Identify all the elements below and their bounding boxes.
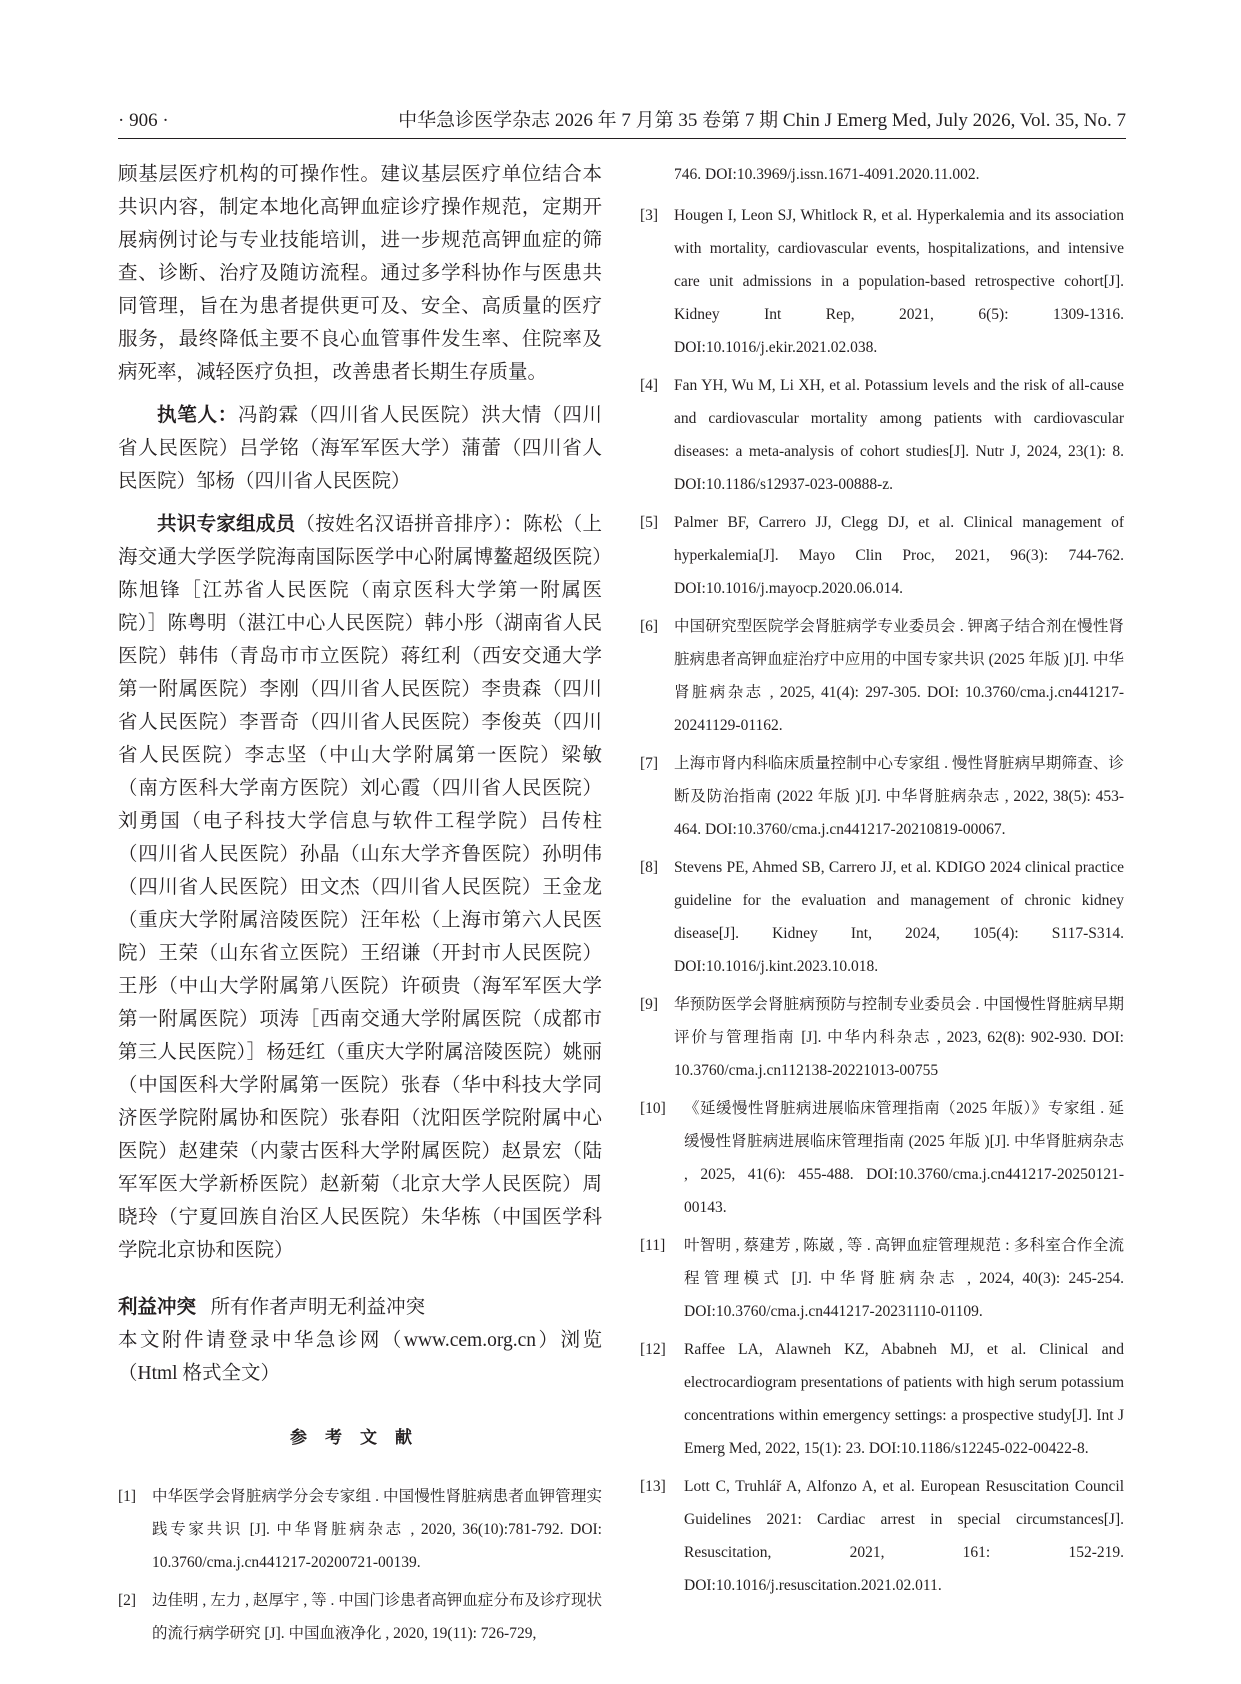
reference-text: 华预防医学会肾脏病预防与控制专业委员会 . 中国慢性肾脏病早期评价与管理指南 [J]. 中华内科杂志 , 2023, 62(8): 902-930. DOI: 10.3760/cma.j.cn112138-20221013-00755 [674,996,1124,1079]
reference-item [640,1092,1124,1224]
journal-running-title: 中华急诊医学杂志 2026 年 7 月第 35 卷第 7 期 Chin J Emerg Med, July 2026, Vol. 35, No. 7 [398,110,1126,131]
reference-number: [4] [640,377,659,394]
reference-text: Lott C, Truhlář A, Alfonzo A, et al. European Resuscitation Council Guidelines 2021: Cardiac arrest in special circumstances[J]. Resuscitation, 2021, 161: 152-219. DOI:10.1016/j.resuscitation.2021.02.011. [684,1478,1124,1594]
reference-text: 《延缓慢性肾脏病进展临床管理指南（2025 年版）》专家组 . 延缓慢性肾脏病进展临床管理指南 (2025 年版 )[J]. 中华肾脏病杂志 , 2025, 41(6): 455-488. DOI:10.3760/cma.j.cn441217-20250121-00143. [684,1100,1124,1216]
reference-number: [1] [118,1488,137,1505]
reference-text: 中华医学会肾脏病学分会专家组 . 中国慢性肾脏病患者血钾管理实践专家共识 [J]. 中华肾脏病杂志 , 2020, 36(10):781-792. DOI: 10.3760/cma.j.cn441217-20200721-00139. [152,1488,602,1571]
reference-text: Raffee LA, Alawneh KZ, Ababneh MJ, et al. Clinical and electrocardiogram presentations of patients with high serum potassium concentrations within emergency settings: a prospective study[J]. Int J Emerg Med, 2022, 15(1): 23. DOI:10.1186/s12245-022-00422-8. [684,1341,1124,1457]
coi-text: 所有作者声明无利益冲突 [210,1297,426,1318]
writers-label: 执笔人： [157,405,239,426]
reference-number: [7] [640,755,659,772]
reference-item [640,1229,1124,1328]
reference-number: [12] [640,1341,666,1358]
writers-list: 冯韵霖（四川省人民医院）洪大情（四川省人民医院）吕学铭（海军军医大学）蒲蕾（四川省人民医院）邹杨（四川省人民医院） [118,405,602,492]
reference-number: [13] [640,1478,666,1495]
reference-continuation: 746. DOI:10.3969/j.issn.1671-4091.2020.11.002. [674,166,980,183]
reference-text: Stevens PE, Ahmed SB, Carrero JJ, et al. KDIGO 2024 clinical practice guideline for the evaluation and management of chronic kidney disease[J]. Kidney Int, 2024, 105(4): S117-S314. DOI:10.1016/j.kint.2023.10.018. [674,859,1124,975]
experts-note: （按姓名汉语拼音排序）： [295,514,524,535]
reference-item [640,369,1124,501]
reference-item [640,199,1124,364]
reference-text: 上海市肾内科临床质量控制中心专家组 . 慢性肾脏病早期筛查、诊断及防治指南 (2022 年版 )[J]. 中华肾脏病杂志 , 2022, 38(5): 453-464. DOI:10.3760/cma.j.cn441217-20210819-00067. [674,755,1124,838]
reference-text: Palmer BF, Carrero JJ, Clegg DJ, et al. Clinical management of hyperkalemia[J]. Mayo Clin Proc, 2021, 96(3): 744-762. DOI:10.1016/j.mayocp.2020.06.014. [674,514,1124,597]
reference-item [118,1584,602,1650]
running-header [118,108,1126,139]
closing-paragraph: 顾基层医疗机构的可操作性。建议基层医疗单位结合本共识内容，制定本地化高钾血症诊疗操作规范，定期开展病例讨论与专业技能培训，进一步规范高钾血症的筛查、诊断、治疗及随访流程。通过多学科协作与医患共同管理，旨在为患者提供更可及、安全、高质量的医疗服务，最终降低主要不良心血管事件发生率、住院率及病死率，减轻医疗负担，改善患者长期生存质量。 [118,164,602,383]
reference-item [640,1333,1124,1465]
reference-number: [5] [640,514,659,531]
reference-number: [3] [640,207,659,224]
right-column [640,158,1124,1607]
reference-text: Hougen I, Leon SJ, Whitlock R, et al. Hyperkalemia and its association with mortality, cardiovascular events, hospitalizations, and intensive care unit admissions in a population-based retrospective cohort[J]. Kidney Int Rep, 2021, 6(5): 1309-1316. DOI:10.1016/j.ekir.2021.02.038. [674,207,1124,356]
reference-text: 中国研究型医院学会肾脏病学专业委员会 . 钾离子结合剂在慢性肾脏病患者高钾血症治疗中应用的中国专家共识 (2025 年版 )[J]. 中华肾脏病杂志 , 2025, 41(4): 297-305. DOI: 10.3760/cma.j.cn441217-20241129-01162. [674,618,1124,734]
references-list-left [118,1480,602,1650]
reference-text: Fan YH, Wu M, Li XH, et al. Potassium levels and the risk of all-cause and cardiovascular mortality among patients with cardiovascular diseases: a meta-analysis of cohort studies[J]. Nutr J, 2024, 23(1): 8. DOI:10.1186/s12937-023-00888-z. [674,377,1124,493]
reference-item [118,1480,602,1579]
reference-number: [6] [640,618,659,635]
references-heading: 参考文献 [290,1428,430,1447]
reference-number: [10] [640,1100,666,1117]
reference-item [640,988,1124,1087]
reference-number: [2] [118,1592,137,1609]
reference-item [640,747,1124,846]
reference-number: [9] [640,996,659,1013]
experts-list: 陈松（上海交通大学医学院海南国际医学中心附属博鳌超级医院）陈旭锋［江苏省人民医院（南京医科大学第一附属医院）］陈粤明（湛江中心人民医院）韩小彤（湖南省人民医院）韩伟（青岛市市立医院）蒋红利（西安交通大学第一附属医院）李刚（四川省人民医院）李贵森（四川省人民医院）李晋奇（四川省人民医院）李俊英（四川省人民医院）李志坚（中山大学附属第一医院）梁敏（南方医科大学南方医院）刘心霞（四川省人民医院）刘勇国（电子科技大学信息与软件工程学院）吕传柱（四川省人民医院）孙晶（山东大学齐鲁医院）孙明伟（四川省人民医院）田文杰（四川省人民医院）王金龙（重庆大学附属涪陵医院）汪年松（上海市第六人民医院）王荣（山东省立医院）王绍谦（开封市人民医院）王彤（中山大学附属第八医院）许硕贵（海军军医大学第一附属医院）项涛［西南交通大学附属医院（成都市第三人民医院）］杨廷红（重庆大学附属涪陵医院）姚丽（中国医科大学附属第一医院）张春（华中科技大学同济医学院附属协和医院）张春阳（沈阳医学院附属中心医院）赵建荣（内蒙古医科大学附属医院）赵景宏（陆军军医大学新桥医院）赵新菊（北京大学人民医院）周晓玲（宁夏回族自治区人民医院）朱华栋（中国医学科学院北京协和医院） [118,514,602,1261]
reference-text: 边佳明 , 左力 , 赵厚宇 , 等 . 中国门诊患者高钾血症分布及诊疗现状的流行病学研究 [J]. 中国血液净化 , 2020, 19(11): 726-729, [152,1592,602,1642]
conflict-of-interest [118,1291,602,1324]
reference-number: [8] [640,859,659,876]
page-number: · 906 · [118,110,169,131]
reference-item [640,1470,1124,1602]
reference-item [640,851,1124,983]
left-column [118,158,602,1655]
experts-label: 共识专家组成员 [157,514,296,535]
attachment-note: 本文附件请登录中华急诊网（www.cem.org.cn）浏览（Html 格式全文） [118,1330,602,1384]
reference-number: [11] [640,1237,666,1254]
reference-item [640,506,1124,605]
writers-paragraph [118,399,602,498]
reference-text: 叶智明 , 蔡建芳 , 陈崴 , 等 . 高钾血症管理规范 : 多科室合作全流程管理模式 [J]. 中华肾脏病杂志 , 2024, 40(3): 245-254. DOI:10.3760/cma.j.cn441217-20231110-01109. [684,1237,1124,1320]
coi-label: 利益冲突 [118,1297,197,1318]
experts-paragraph [118,508,602,1267]
reference-item [640,610,1124,742]
